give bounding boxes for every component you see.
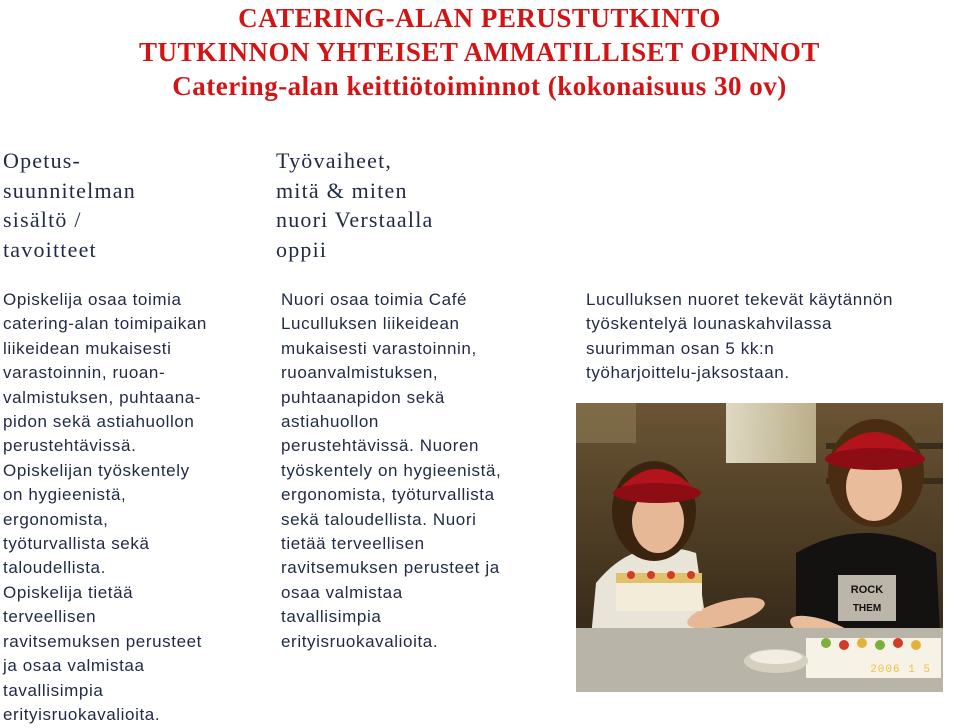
text-line: ravitsemuksen perusteet ja — [281, 558, 500, 578]
text-line: tavallisimpia — [3, 680, 104, 700]
text-line: työskentelyä lounaskahvilassa — [586, 314, 833, 334]
text-line: työskentely on hygieenistä, — [281, 460, 502, 480]
header-line: Työvaiheet, — [276, 148, 393, 173]
text-line: ergonomista, — [3, 509, 109, 529]
work-phases-text — [281, 288, 566, 654]
text-line: liikeidean mukaisesti — [3, 338, 172, 358]
text-line: Opiskelija osaa toimia — [3, 290, 182, 309]
title-line-3: Catering-alan keittiötoiminnot (kokonaisuus 30 ov) — [172, 71, 787, 101]
text-line: työharjoittelu-jaksostaan. — [586, 363, 790, 383]
text-line: Nuori osaa toimia Café — [281, 290, 468, 309]
text-line: erityisruokavalioita. — [3, 704, 161, 724]
header-line: tavoitteet — [3, 236, 97, 262]
text-line: erityisruokavalioita. — [281, 631, 439, 651]
title-line-1: CATERING-ALAN PERUSTUTKINTO — [238, 3, 721, 33]
header-line: mitä & miten — [276, 177, 408, 203]
text-line: tavallisimpia — [281, 607, 382, 627]
text-line: astiahuollon — [281, 412, 379, 432]
text-line: taloudellista. — [3, 558, 106, 578]
text-line: valmistuksen, puhtaana- — [3, 387, 202, 407]
text-line: osaa valmistaa — [281, 582, 403, 602]
text-line: Luculluksen liikeidean — [281, 314, 460, 334]
kitchen-photo — [576, 403, 943, 692]
svg-text:ROCK: ROCK — [850, 584, 884, 596]
practice-text — [586, 288, 959, 386]
text-line: Luculluksen nuoret tekevät käytännön — [586, 290, 894, 309]
text-line: työturvallista sekä — [3, 534, 150, 554]
header-line: Opetus- — [3, 148, 82, 173]
kitchen-photo-illustration — [576, 403, 943, 692]
svg-text:THEM: THEM — [852, 603, 882, 614]
text-line: ja osaa valmistaa — [3, 656, 145, 676]
title-line-2: TUTKINNON YHTEISET AMMATILLISET OPINNOT — [139, 37, 820, 67]
text-line: catering-alan toimipaikan — [3, 314, 207, 334]
text-line: perustehtävissä. Nuoren — [281, 436, 480, 456]
text-line: mukaisesti varastoinnin, — [281, 338, 477, 358]
column-header-curriculum — [3, 146, 243, 264]
header-line: oppii — [276, 236, 328, 262]
text-line: tietää terveellisen — [281, 534, 425, 554]
text-line: Opiskelija tietää — [3, 582, 134, 602]
text-line: puhtaanapidon sekä — [281, 387, 445, 407]
text-line: on hygieenistä, — [3, 485, 127, 505]
column-header-work-phases — [276, 146, 536, 264]
header-line: suunnitelman — [3, 177, 136, 203]
text-line: suurimman osan 5 kk:n — [586, 338, 775, 358]
header-line: sisältö / — [3, 207, 82, 232]
text-line: terveellisen — [3, 607, 97, 627]
photo-date-stamp: 2006 1 5 — [870, 664, 931, 676]
text-line: Opiskelijan työskentely — [3, 460, 190, 480]
text-line: pidon sekä astiahuollon — [3, 412, 195, 432]
text-line: ravitsemuksen perusteet — [3, 631, 202, 651]
header-line: nuori Verstaalla — [276, 207, 434, 232]
text-line: perustehtävissä. — [3, 436, 137, 456]
text-line: sekä taloudellista. Nuori — [281, 509, 477, 529]
curriculum-text — [3, 288, 271, 727]
text-line: ergonomista, työturvallista — [281, 485, 495, 505]
text-line: ruoanvalmistuksen, — [281, 363, 439, 383]
text-line: varastoinnin, ruoan- — [3, 363, 166, 383]
